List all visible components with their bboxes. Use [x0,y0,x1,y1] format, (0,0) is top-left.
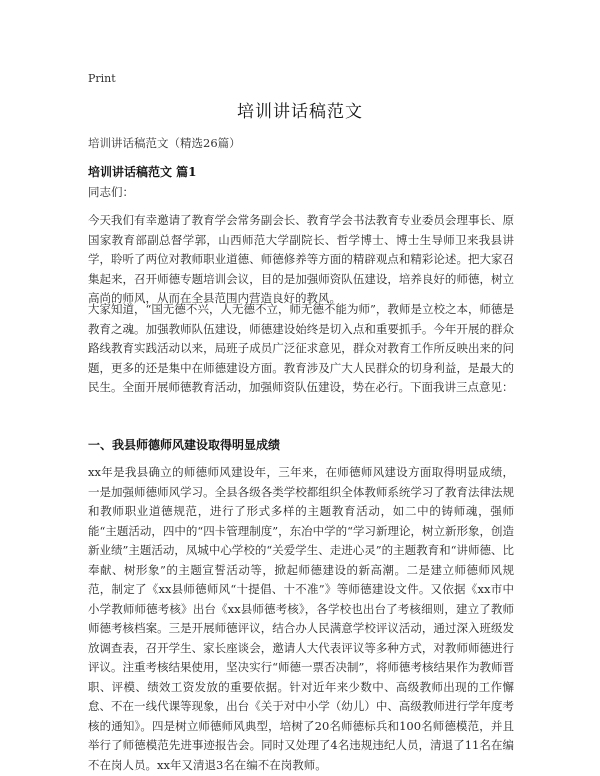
paragraph-teacher-ethics: 大家知道，“国无德不兴，人无德不立，师无德不能为师”，教师是立校之本，师德是教育之魂。加强教师队伍建设，师德建设始终是切入点和重要抓手。今年开展的群众路线教育实践活动以来，局班子成员广泛征求意见，群众对教育工作所反映出来的问题，更多的还是集中在师德建设方面。教育涉及广大人民群众的切身利益，是最大的民生。全面开展师德教育活动，加强师资队伍建设，势在必行。下面我讲三点意见： [88,302,514,394]
greeting: 同志们： [88,185,134,199]
paragraph-achievements: xx年是我县确立的师德师风建设年，三年来，在师德师风建设方面取得明显成绩，一是加强师德师风学习。全县各级各类学校都组织全体教师系统学习了教育法律法规和教师职业道德规范，进行了形式多样的主题教育活动，如二中的铸师魂，强师能“主题活动，四中的“四卡管理制度”，东冶中学的“学习新理论，树立新形象，创造新业绩”主题活动，凤城中心学校的“关爱学生、走进心灵”的主题教育和“讲师德、比奉献、树形象”的主题宣誓活动等，掀起师德建设的新高潮。二是建立师德师风规范，制定了《xx县师德师风“十提倡、十不准”》等师德建设文件。又依据《xx市中小学教师师德考核》出台《xx县师德考核》，各学校也出台了考核细则，建立了教师师德考核档案。三是开展师德评议，结合办人民满意学校评议活动，通过深入班级发放调查表，召开学生、家长座谈会，邀请人大代表评议等多种方式，对教师师德进行评议。注重考核结果使用，坚决实行“师德一票否决制”，将师德考核结果作为教师晋职、评模、绩效工资发放的重要依据。针对近年来少数中、高级教师出现的工作懈怠、不在一线代课等现象，出台《关于对中小学（幼儿）中、高级教师进行学年度考核的通知》。四是树立师德师风典型，培树了20名师德标兵和100名师德模范，并且举行了师德模范先进事迹报告会。同时又处理了4名违规违纪人员，清退了11名在编不在岗人员。xx年又清退3名在编不在岗教师。 [88,465,515,772]
section-heading-achievements: 一、我县师德师风建设取得明显成绩 [88,438,281,452]
article-heading: 培训讲话稿范文 篇1 [88,165,197,179]
print-label: Print [88,72,116,85]
page-title: 培训讲话稿范文 [237,102,363,122]
document-subtitle: 培训讲话稿范文（精选26篇） [88,136,241,150]
paragraph-intro: 今天我们有幸邀请了教育学会常务副会长、教育学会书法教育专业委员会理事长、原国家教育部副总督学郭，山西师范大学副院长、哲学博士、博士生导师卫来我县讲学，聆听了两位对教师职业道德、师德修养等方面的精辟观点和精彩论述。把大家召集起来，召开师德专题培训会议，目的是加强师资队伍建设，培养良好的师德，树立高尚的师风，从而在全县范围内营造良好的教风。 [88,213,514,305]
